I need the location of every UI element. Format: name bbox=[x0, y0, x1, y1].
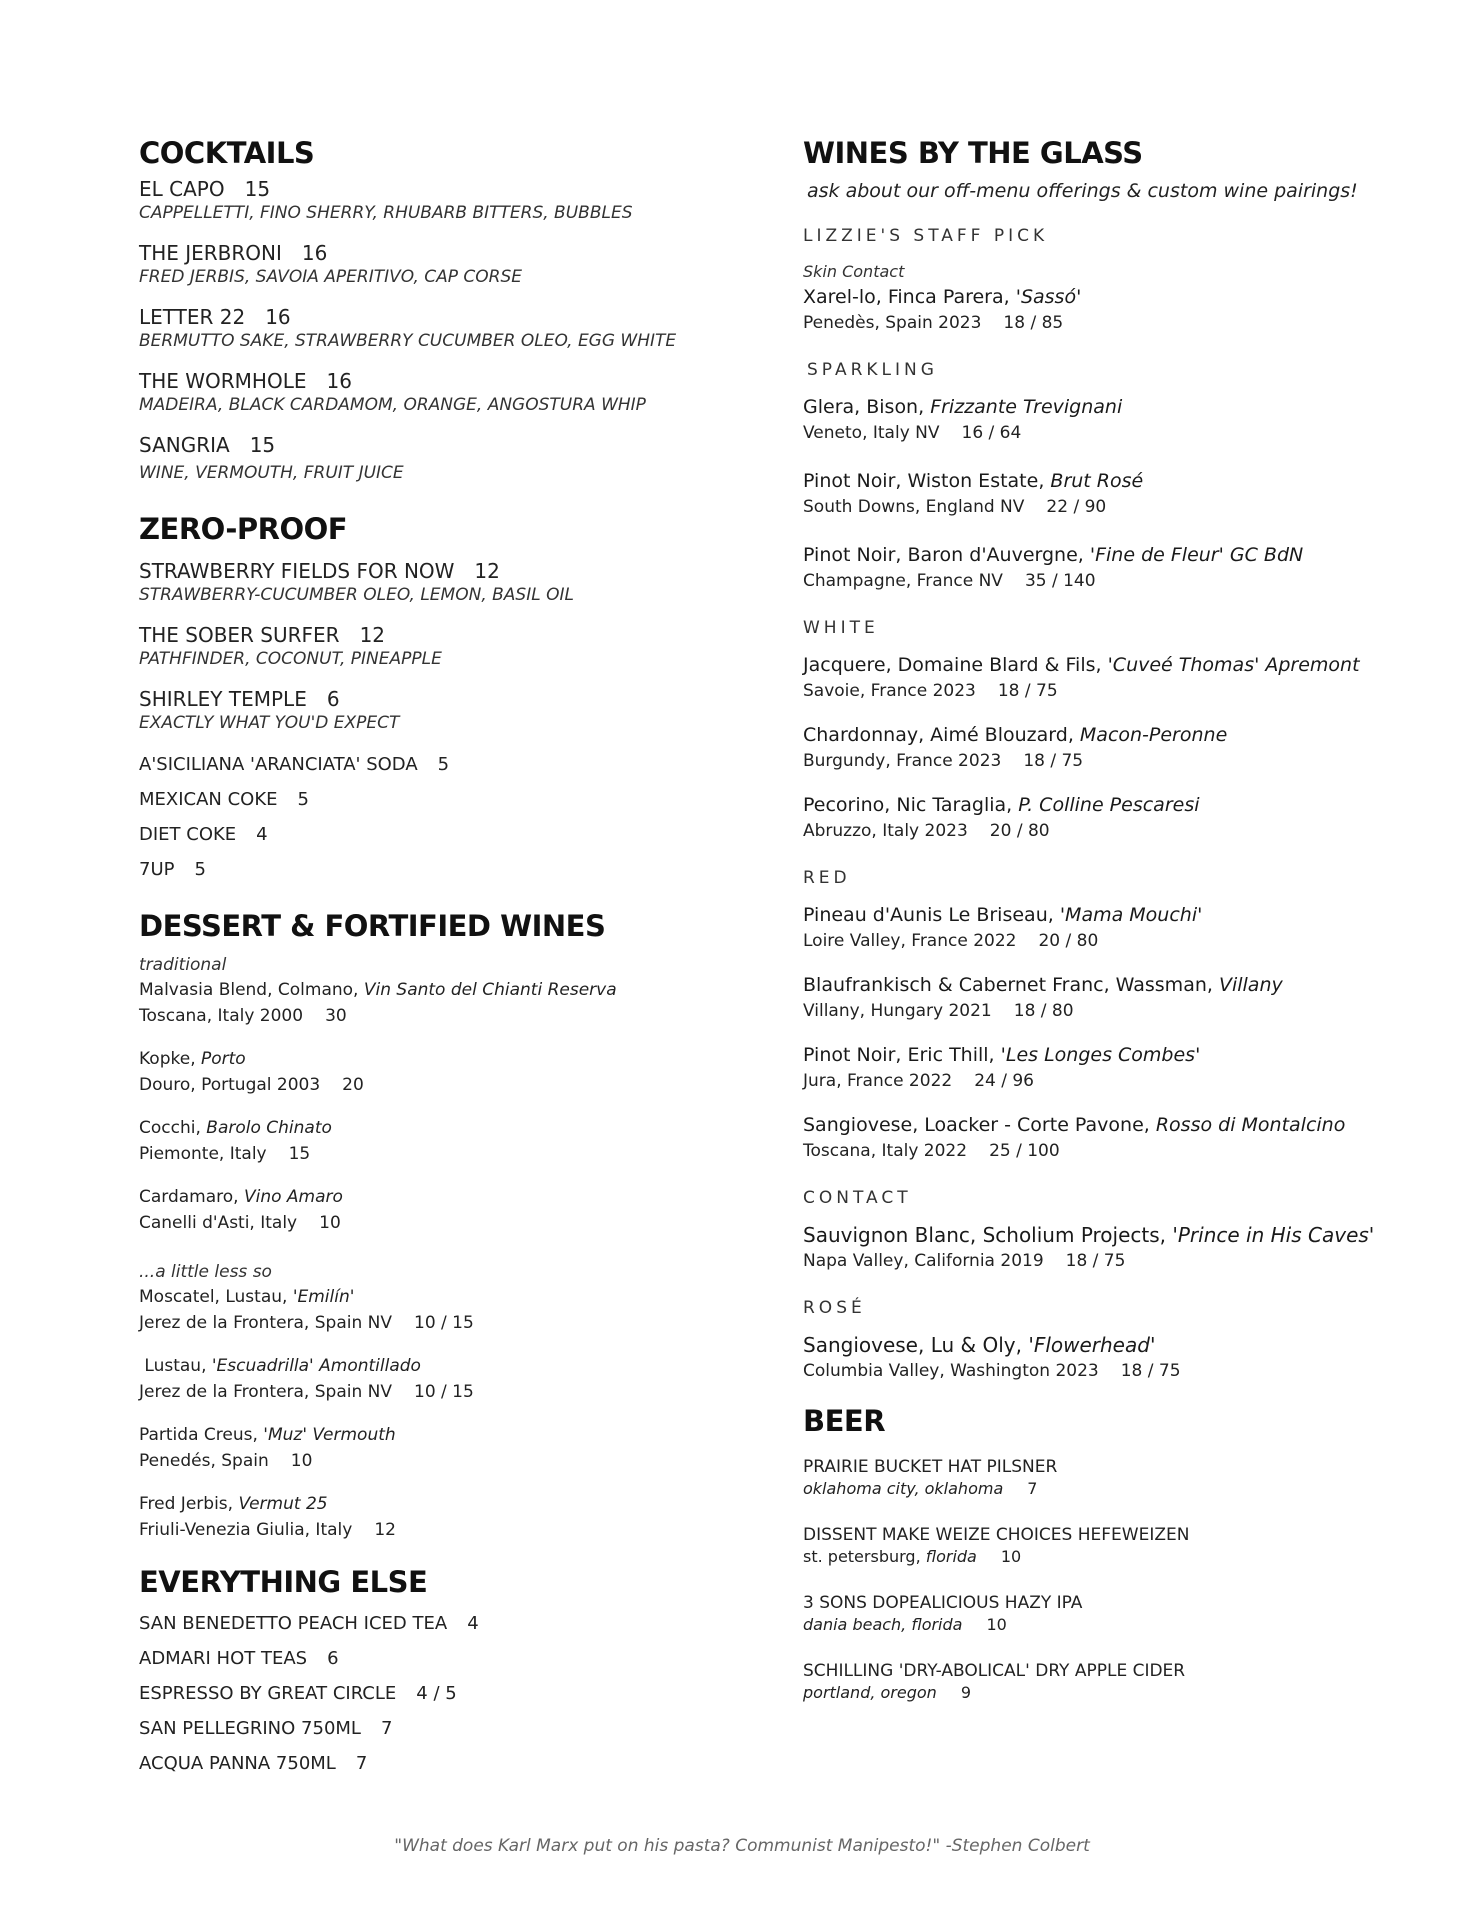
wine-name: 'Muz' Vermouth bbox=[263, 1424, 396, 1445]
wine-name: 'Flowerhead' bbox=[1028, 1332, 1156, 1357]
beer-origin: st. petersburg, bbox=[803, 1546, 926, 1566]
list-item bbox=[803, 1042, 1423, 1094]
beer-name: PRAIRIE BUCKET HAT PILSNER bbox=[803, 1456, 1058, 1477]
list-item bbox=[139, 558, 739, 606]
item-name: SHIRLEY TEMPLE bbox=[139, 686, 307, 711]
right-column bbox=[803, 138, 1423, 1728]
beer-list bbox=[803, 1456, 1423, 1704]
item-name: STRAWBERRY FIELDS FOR NOW bbox=[139, 558, 455, 583]
item-desc: BERMUTTO SAKE, STRAWBERRY CUCUMBER OLEO, EGG WHITE bbox=[139, 330, 677, 351]
list-item bbox=[803, 542, 1423, 594]
item-name: A'SICILIANA 'ARANCIATA' SODA bbox=[139, 753, 418, 775]
list-item bbox=[139, 368, 739, 416]
staff-pick-category: Skin Contact bbox=[803, 261, 905, 281]
wines-tagline: ask about our off-menu offerings & custom wine pairings! bbox=[807, 179, 1358, 202]
wine-name: Villany bbox=[1218, 973, 1283, 996]
wine-name: Porto bbox=[201, 1048, 246, 1069]
wine-origin: Friuli-Venezia Giulia, Italy bbox=[139, 1519, 353, 1540]
item-name: SANGRIA bbox=[139, 432, 230, 457]
wine-producer: Kopke, bbox=[139, 1048, 201, 1069]
list-item bbox=[139, 1353, 739, 1405]
wine-price: 24 / 96 bbox=[974, 1070, 1035, 1091]
wine-name: 'Prince in His Caves' bbox=[1172, 1222, 1375, 1247]
beer-name: SCHILLING 'DRY-ABOLICAL' DRY APPLE CIDER bbox=[803, 1660, 1186, 1681]
wine-origin: Villany, Hungary 2021 bbox=[803, 1000, 992, 1021]
wine-price: 18 / 75 bbox=[1065, 1250, 1126, 1271]
item-price: 7 bbox=[355, 1752, 368, 1774]
item-name: SAN BENEDETTO PEACH ICED TEA bbox=[139, 1612, 448, 1634]
wine-origin: Penedès, Spain 2023 bbox=[803, 312, 982, 333]
wine-price: 30 bbox=[325, 1005, 347, 1026]
wine-producer: Pecorino, Nic Taraglia, bbox=[803, 793, 1019, 816]
left-column bbox=[139, 138, 739, 1788]
list-item bbox=[803, 792, 1423, 844]
wine-name: 'Sassó' bbox=[1015, 285, 1082, 308]
list-item bbox=[803, 1524, 1423, 1568]
beer-origin-italic: oklahoma city, oklahoma bbox=[803, 1478, 1004, 1498]
item-price: 5 bbox=[194, 858, 206, 880]
item-desc: FRED JERBIS, SAVOIA APERITIVO, CAP CORSE bbox=[139, 266, 523, 287]
item-name: 7UP bbox=[139, 858, 175, 880]
list-item bbox=[139, 977, 739, 1029]
wine-producer: Moscatel, Lustau, bbox=[139, 1286, 293, 1307]
zero-proof-heading: ZERO-PROOF bbox=[139, 511, 348, 546]
less-label: ...a little less so bbox=[139, 1261, 272, 1282]
item-price: 15 bbox=[249, 432, 276, 457]
list-item bbox=[139, 1184, 739, 1236]
wine-name: 'Mama Mouchi' bbox=[1059, 903, 1203, 926]
list-item bbox=[139, 1046, 739, 1098]
list-item bbox=[803, 468, 1423, 520]
wine-producer: Xarel-lo, Finca Parera, bbox=[803, 285, 1016, 308]
wine-origin: Toscana, Italy 2022 bbox=[803, 1140, 968, 1161]
wine-price: 22 / 90 bbox=[1046, 496, 1107, 517]
wine-price: 20 / 80 bbox=[989, 820, 1050, 841]
list-item bbox=[803, 260, 1423, 336]
item-price: 16 bbox=[326, 368, 352, 393]
wine-origin: Abruzzo, Italy 2023 bbox=[803, 820, 968, 841]
wine-producer: Chardonnay, Aimé Blouzard, bbox=[803, 723, 1080, 746]
list-item bbox=[803, 1592, 1423, 1636]
list-item bbox=[803, 1660, 1423, 1704]
beer-price: 10 bbox=[1000, 1546, 1022, 1566]
item-price: 12 bbox=[474, 558, 500, 583]
list-item bbox=[139, 432, 739, 484]
beer-price: 7 bbox=[1027, 1478, 1038, 1498]
item-price: 4 bbox=[467, 1612, 479, 1634]
item-name: THE JERBRONI bbox=[139, 240, 282, 265]
item-price: 4 / 5 bbox=[416, 1682, 457, 1704]
rose-label: ROSÉ bbox=[803, 1297, 866, 1318]
list-item bbox=[803, 722, 1423, 774]
wine-origin: Toscana, Italy 2000 bbox=[139, 1005, 304, 1026]
wine-price: 10 bbox=[319, 1212, 341, 1233]
wine-producer: Lustau, bbox=[139, 1355, 212, 1376]
wine-producer: Cardamaro, bbox=[139, 1186, 244, 1207]
wine-name: 'Fine de Fleur' GC BdN bbox=[1089, 543, 1304, 566]
wine-price: 18 / 75 bbox=[1120, 1360, 1181, 1381]
item-desc: STRAWBERRY-CUCUMBER OLEO, LEMON, BASIL OIL bbox=[139, 584, 574, 605]
item-price: 6 bbox=[327, 1647, 339, 1669]
wine-name: Brut Rosé bbox=[1050, 469, 1144, 492]
wine-name: 'Emilín' bbox=[292, 1286, 355, 1307]
list-item bbox=[803, 1456, 1423, 1500]
beer-price: 9 bbox=[960, 1682, 971, 1702]
list-item bbox=[139, 240, 739, 288]
item-name: SAN PELLEGRINO 750ML bbox=[139, 1717, 361, 1739]
wine-name: 'Escuadrilla' Amontillado bbox=[211, 1355, 421, 1376]
wine-origin: Champagne, France NV bbox=[803, 570, 1003, 591]
item-name: ADMARI HOT TEAS bbox=[139, 1647, 308, 1669]
item-name: DIET COKE bbox=[139, 823, 237, 845]
wine-price: 35 / 140 bbox=[1024, 570, 1096, 591]
list-item bbox=[139, 754, 739, 776]
list-item bbox=[803, 1332, 1423, 1384]
wine-origin: Jerez de la Frontera, Spain NV bbox=[139, 1381, 392, 1402]
wine-name: Vino Amaro bbox=[244, 1186, 343, 1207]
beer-origin-italic: florida bbox=[925, 1546, 977, 1566]
list-item bbox=[139, 1648, 739, 1670]
wine-origin: Napa Valley, California 2019 bbox=[803, 1250, 1044, 1271]
list-item bbox=[803, 1222, 1423, 1274]
red-label: RED bbox=[803, 867, 851, 888]
wine-origin: Penedés, Spain bbox=[139, 1450, 269, 1471]
everything-else-list bbox=[139, 1613, 739, 1775]
list-item bbox=[139, 1613, 739, 1635]
list-item bbox=[803, 972, 1423, 1024]
list-item bbox=[139, 1683, 739, 1705]
wine-origin: Jura, France 2022 bbox=[803, 1070, 953, 1091]
wine-producer: Malvasia Blend, Colmano, bbox=[139, 979, 364, 1000]
item-price: 7 bbox=[380, 1717, 393, 1739]
item-desc: CAPPELLETTI, FINO SHERRY, RHUBARB BITTERS, BUBBLES bbox=[139, 202, 633, 223]
list-item bbox=[139, 686, 739, 734]
list-item bbox=[803, 1112, 1423, 1164]
sparkling-label: SPARKLING bbox=[807, 359, 938, 380]
list-item bbox=[139, 622, 739, 670]
list-item bbox=[139, 176, 739, 224]
item-price: 6 bbox=[326, 686, 340, 711]
wine-origin: Veneto, Italy NV bbox=[803, 422, 940, 443]
cocktails-heading: COCKTAILS bbox=[139, 136, 315, 170]
item-price: 5 bbox=[437, 753, 450, 775]
wine-name: Macon-Peronne bbox=[1079, 723, 1228, 746]
wine-producer: Sangiovese, Lu & Oly, bbox=[803, 1332, 1029, 1357]
wine-price: 10 / 15 bbox=[414, 1381, 474, 1402]
wine-origin: Piemonte, Italy bbox=[139, 1143, 267, 1164]
wine-origin: Savoie, France 2023 bbox=[803, 680, 976, 701]
traditional-label: traditional bbox=[139, 954, 227, 975]
wine-price: 18 / 80 bbox=[1013, 1000, 1074, 1021]
wine-price: 25 / 100 bbox=[989, 1140, 1060, 1161]
wine-producer: Pinot Noir, Eric Thill, bbox=[803, 1043, 1001, 1066]
wine-price: 18 / 75 bbox=[997, 680, 1058, 701]
wine-origin: South Downs, England NV bbox=[803, 496, 1025, 517]
list-item bbox=[139, 1753, 739, 1775]
cocktails-list bbox=[139, 176, 739, 484]
item-name: ACQUA PANNA 750ML bbox=[139, 1752, 336, 1774]
item-name: ESPRESSO BY GREAT CIRCLE bbox=[139, 1682, 397, 1704]
list-item bbox=[139, 1491, 739, 1543]
list-item bbox=[139, 304, 739, 352]
wine-origin: Columbia Valley, Washington 2023 bbox=[803, 1360, 1099, 1381]
wine-price: 16 / 64 bbox=[961, 422, 1022, 443]
item-price: 16 bbox=[265, 304, 291, 329]
item-price: 5 bbox=[297, 788, 309, 810]
wine-name: Barolo Chinato bbox=[206, 1117, 332, 1138]
item-desc: WINE, VERMOUTH, FRUIT JUICE bbox=[139, 462, 404, 483]
wine-producer: Sangiovese, Loacker - Corte Pavone, bbox=[803, 1113, 1156, 1136]
item-price: 16 bbox=[301, 240, 328, 265]
wine-price: 20 bbox=[342, 1074, 364, 1095]
list-item bbox=[139, 1718, 739, 1740]
item-price: 15 bbox=[244, 176, 271, 201]
wine-producer: Pineau d'Aunis Le Briseau, bbox=[803, 903, 1060, 926]
wine-origin: Douro, Portugal 2003 bbox=[139, 1074, 321, 1095]
item-name: MEXICAN COKE bbox=[139, 788, 278, 810]
beer-origin-italic: dania beach, florida bbox=[803, 1614, 963, 1634]
footer-quote: "What does Karl Marx put on his pasta? Communist Manipesto!" -Stephen Colbert bbox=[394, 1836, 1090, 1856]
list-item bbox=[139, 1284, 739, 1336]
item-price: 12 bbox=[359, 622, 386, 647]
item-desc: MADEIRA, BLACK CARDAMOM, ORANGE, ANGOSTURA WHIP bbox=[139, 394, 646, 415]
wine-price: 18 / 75 bbox=[1023, 750, 1084, 771]
zero-proof-list bbox=[139, 558, 739, 881]
wine-name: Vermut 25 bbox=[238, 1493, 328, 1514]
wine-price: 15 bbox=[288, 1143, 311, 1164]
wine-producer: Cocchi, bbox=[139, 1117, 207, 1138]
wine-name: 'Cuveé Thomas' Apremont bbox=[1107, 653, 1360, 676]
wine-name: 'Les Longes Combes' bbox=[1000, 1043, 1201, 1066]
everything-else-heading: EVERYTHING ELSE bbox=[139, 1564, 428, 1599]
list-item bbox=[139, 824, 739, 846]
list-item bbox=[803, 902, 1423, 954]
wine-producer: Sauvignon Blanc, Scholium Projects, bbox=[803, 1222, 1173, 1247]
beer-price: 10 bbox=[986, 1614, 1007, 1634]
wine-origin: Loire Valley, France 2022 bbox=[803, 930, 1017, 951]
staff-pick-label: LIZZIE'S STAFF PICK bbox=[803, 225, 1049, 246]
beer-heading: BEER bbox=[803, 1403, 886, 1438]
wine-price: 20 / 80 bbox=[1038, 930, 1099, 951]
wine-producer: Jacquere, Domaine Blard & Fils, bbox=[803, 653, 1108, 676]
wine-name: P. Colline Pescaresi bbox=[1018, 793, 1200, 816]
wine-origin: Jerez de la Frontera, Spain NV bbox=[139, 1312, 392, 1333]
wine-price: 12 bbox=[374, 1519, 396, 1540]
wine-price: 10 / 15 bbox=[414, 1312, 474, 1333]
wine-name: Frizzante Trevignani bbox=[930, 395, 1123, 418]
beer-name: 3 SONS DOPEALICIOUS HAZY IPA bbox=[803, 1592, 1083, 1613]
wine-producer: Partida Creus, bbox=[139, 1424, 264, 1445]
wine-origin: Burgundy, France 2023 bbox=[803, 750, 1002, 771]
white-label: WHITE bbox=[803, 617, 879, 638]
contact-label: CONTACT bbox=[803, 1187, 912, 1208]
list-item bbox=[139, 1115, 739, 1167]
dessert-heading: DESSERT & FORTIFIED WINES bbox=[139, 908, 606, 943]
beer-name: DISSENT MAKE WEIZE CHOICES HEFEWEIZEN bbox=[803, 1524, 1190, 1545]
list-item bbox=[139, 859, 739, 881]
item-name: THE WORMHOLE bbox=[139, 368, 307, 393]
wine-name: Vin Santo del Chianti Reserva bbox=[363, 979, 617, 1000]
list-item bbox=[139, 1422, 739, 1474]
list-item bbox=[139, 789, 739, 811]
wines-heading: WINES BY THE GLASS bbox=[803, 136, 1143, 170]
wine-producer: Pinot Noir, Wiston Estate, bbox=[803, 469, 1051, 492]
wine-price: 18 / 85 bbox=[1003, 312, 1064, 333]
item-name: EL CAPO bbox=[139, 176, 225, 201]
dessert-list bbox=[139, 953, 739, 1543]
wine-producer: Glera, Bison, bbox=[803, 395, 931, 418]
wine-origin: Canelli d'Asti, Italy bbox=[139, 1212, 298, 1233]
list-item bbox=[803, 394, 1423, 446]
wine-name: Rosso di Montalcino bbox=[1155, 1113, 1346, 1136]
beer-origin-italic: portland, oregon bbox=[803, 1682, 937, 1702]
wine-producer: Fred Jerbis, bbox=[139, 1493, 239, 1514]
wine-producer: Pinot Noir, Baron d'Auvergne, bbox=[803, 543, 1090, 566]
item-price: 4 bbox=[256, 823, 268, 845]
wine-price: 10 bbox=[290, 1450, 313, 1471]
item-name: THE SOBER SURFER bbox=[139, 622, 340, 647]
item-desc: EXACTLY WHAT YOU'D EXPECT bbox=[139, 712, 400, 733]
wine-producer: Blaufrankisch & Cabernet Franc, Wassman, bbox=[803, 973, 1219, 996]
item-desc: PATHFINDER, COCONUT, PINEAPPLE bbox=[139, 648, 442, 669]
list-item bbox=[803, 652, 1423, 704]
item-name: LETTER 22 bbox=[139, 304, 246, 329]
